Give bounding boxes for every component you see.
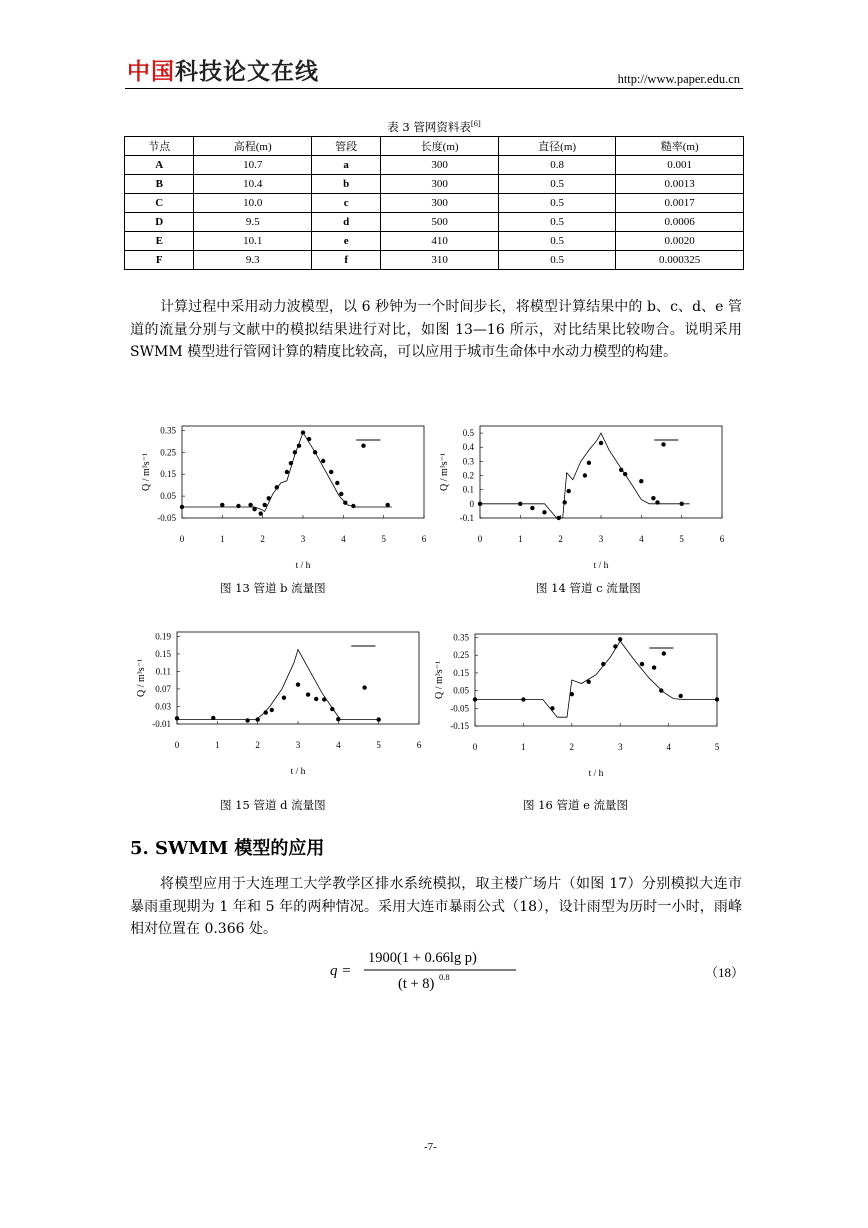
table-row <box>125 251 744 270</box>
y-axis-label: Q / m³s⁻¹ <box>136 659 147 697</box>
table-cell: 300 <box>381 175 498 194</box>
section-heading: 5. SWMM 模型的应用 <box>130 838 325 859</box>
table-cell: A <box>125 156 194 175</box>
data-point <box>601 662 605 666</box>
data-point <box>245 718 249 722</box>
data-point <box>220 503 224 507</box>
table-cell: 9.3 <box>194 251 311 270</box>
table-cell: a <box>311 156 380 175</box>
y-tick-label: -0.01 <box>152 719 171 729</box>
table-cell: E <box>125 232 194 251</box>
y-tick-label: 0.5 <box>462 428 474 439</box>
paragraph-text: 将模型应用于大连理工大学教学区排水系统模拟，取主楼广场片（如图 17）分别模拟大连市暴雨重现期为 1 年和 5 年的两种情况。采用大连市暴雨公式（18），设计雨型为历时一小时，雨峰相对位置在 0.366 处。 <box>130 876 742 937</box>
table-header-cell: 节点 <box>125 137 194 156</box>
rainstorm-equation <box>330 946 550 992</box>
figure-13-chart <box>130 418 440 578</box>
data-point <box>652 665 656 669</box>
table-cell: 310 <box>381 251 498 270</box>
table-cell: 10.0 <box>194 194 311 213</box>
data-point <box>285 470 289 474</box>
table-cell: B <box>125 175 194 194</box>
logo-red-text: 中国 <box>127 59 175 85</box>
header-rule <box>125 88 743 89</box>
table-cell: 0.0013 <box>616 175 744 194</box>
figure-13-caption: 图 13 管道 b 流量图 <box>220 581 326 595</box>
table-row <box>125 194 744 213</box>
data-point <box>322 697 326 701</box>
data-point <box>557 516 561 520</box>
data-point <box>270 708 274 712</box>
data-point <box>297 444 301 448</box>
series-line <box>475 641 717 717</box>
x-tick-label: 0 <box>472 742 478 752</box>
series-line <box>177 650 379 720</box>
y-tick-label: -0.05 <box>450 703 469 714</box>
data-point <box>361 444 365 448</box>
table-cell: 0.8 <box>498 156 615 175</box>
equation-number: （18） <box>705 965 745 980</box>
table-row <box>125 213 744 232</box>
data-point <box>587 461 591 465</box>
y-tick-label: 0.2 <box>462 470 474 481</box>
x-tick-label: 5 <box>714 742 720 752</box>
y-tick-label: 0 <box>469 498 474 509</box>
table-caption <box>125 119 743 135</box>
plot-frame <box>480 426 722 518</box>
table-header-cell: 直径(m) <box>498 137 615 156</box>
y-tick-label: 0.25 <box>453 650 469 661</box>
table-row <box>125 175 744 194</box>
y-axis-label: Q / m³s⁻¹ <box>434 661 445 699</box>
data-point <box>583 473 587 477</box>
header-url[interactable]: http://www.paper.edu.cn <box>617 72 740 86</box>
y-tick-label: -0.15 <box>450 721 469 731</box>
x-tick-label: 6 <box>416 740 422 750</box>
figure-16-chart <box>423 626 733 786</box>
table-row <box>125 156 744 175</box>
x-tick-label: 2 <box>558 534 563 544</box>
plot-frame <box>177 632 419 724</box>
data-point <box>715 697 719 701</box>
table-cell: 0.5 <box>498 251 615 270</box>
data-point <box>563 500 567 504</box>
table-cell: d <box>311 213 380 232</box>
table-cell: 410 <box>381 232 498 251</box>
table-cell: 0.5 <box>498 175 615 194</box>
data-point <box>662 651 666 655</box>
x-tick-label: 4 <box>639 534 644 544</box>
table-cell: 300 <box>381 156 498 175</box>
x-tick-label: 6 <box>421 534 427 544</box>
data-point <box>267 496 271 500</box>
x-tick-label: 2 <box>569 742 575 752</box>
y-axis-label: Q / m³s⁻¹ <box>439 453 450 491</box>
x-tick-label: 2 <box>260 534 265 544</box>
table-cell: 0.0017 <box>616 194 744 213</box>
data-point <box>335 481 339 485</box>
x-tick-label: 4 <box>341 534 346 544</box>
data-point <box>623 472 627 476</box>
data-point <box>599 441 603 445</box>
table-cell: 0.0020 <box>616 232 744 251</box>
x-tick-label: 5 <box>381 534 386 544</box>
data-point <box>252 507 256 511</box>
data-point <box>550 706 554 710</box>
y-tick-label: 0.35 <box>160 425 176 436</box>
table-cell: 9.5 <box>194 213 311 232</box>
table-cell: c <box>311 194 380 213</box>
x-tick-label: 0 <box>477 534 483 544</box>
y-axis-label: Q / m³s⁻¹ <box>141 453 152 491</box>
table-cell: 0.5 <box>498 194 615 213</box>
table-cell: D <box>125 213 194 232</box>
data-point <box>619 468 623 472</box>
data-point <box>307 437 311 441</box>
equation-exponent: 0.8 <box>439 972 450 982</box>
plot-frame <box>475 634 717 726</box>
x-tick-label: 6 <box>719 534 725 544</box>
x-axis-label: t / h <box>593 561 609 571</box>
figure-14-caption: 图 14 管道 c 流量图 <box>536 581 641 595</box>
y-tick-label: 0.05 <box>160 491 176 502</box>
data-point <box>655 500 659 504</box>
equation-numerator: 1900(1 + 0.66lg p) <box>368 950 477 966</box>
pipe-network-table <box>124 136 744 270</box>
data-point <box>567 489 571 493</box>
equation-lhs: q = <box>330 963 352 979</box>
data-point <box>651 496 655 500</box>
data-point <box>321 459 325 463</box>
table-header-cell: 管段 <box>311 137 380 156</box>
data-point <box>530 506 534 510</box>
data-point <box>386 503 390 507</box>
paragraph-text: 计算过程中采用动力波模型，以 6 秒钟为一个时间步长，将模型计算结果中的 b、c、d、e 管道的流量分别与文献中的模拟结果进行对比，如图 13—16 所示，对比结果比较吻合。说明采用 SWMM 模型进行管网计算的精度比较高，可以应用于城市生命体中水动力模型的构建。 <box>130 299 742 360</box>
data-point <box>659 688 663 692</box>
y-tick-label: -0.1 <box>459 513 474 523</box>
data-point <box>263 503 267 507</box>
x-tick-label: 3 <box>617 742 623 752</box>
table-cell: C <box>125 194 194 213</box>
data-point <box>293 450 297 454</box>
data-point <box>175 716 179 720</box>
table-cell: 0.000325 <box>616 251 744 270</box>
table-caption-text: 表 3 管网资料表 <box>387 120 471 134</box>
x-axis-label: t / h <box>588 769 604 779</box>
data-point <box>680 502 684 506</box>
figure-14-chart <box>428 418 738 578</box>
y-tick-label: 0.07 <box>155 683 171 694</box>
logo-dark-text: 科技论文在线 <box>175 59 319 85</box>
data-point <box>521 697 525 701</box>
y-tick-label: 0.4 <box>462 442 474 453</box>
data-point <box>264 710 268 714</box>
x-tick-label: 1 <box>220 534 225 544</box>
data-point <box>613 644 617 648</box>
table-cell: 0.5 <box>498 213 615 232</box>
x-tick-label: 4 <box>666 742 671 752</box>
data-point <box>282 696 286 700</box>
data-point <box>339 492 343 496</box>
y-tick-label: 0.25 <box>160 447 176 458</box>
data-point <box>275 485 279 489</box>
data-point <box>296 682 300 686</box>
y-tick-label: 0.15 <box>160 469 176 480</box>
table-header-cell: 糙率(m) <box>616 137 744 156</box>
data-point <box>362 685 366 689</box>
table-cell: 10.4 <box>194 175 311 194</box>
data-point <box>570 692 574 696</box>
data-point <box>248 503 252 507</box>
y-tick-label: 0.35 <box>453 632 469 643</box>
x-axis-label: t / h <box>290 767 306 777</box>
data-point <box>330 707 334 711</box>
x-tick-label: 1 <box>521 742 526 752</box>
body-paragraph-1 <box>130 296 742 364</box>
data-point <box>473 697 477 701</box>
data-point <box>542 510 546 514</box>
figure-15-chart <box>125 624 435 784</box>
x-tick-label: 1 <box>518 534 523 544</box>
table-cell: F <box>125 251 194 270</box>
x-tick-label: 4 <box>336 740 341 750</box>
table-cell: b <box>311 175 380 194</box>
table-cell: 300 <box>381 194 498 213</box>
table-row <box>125 232 744 251</box>
x-tick-label: 3 <box>295 740 301 750</box>
data-point <box>478 502 482 506</box>
data-point <box>343 501 347 505</box>
data-point <box>661 442 665 446</box>
table-cell: 0.5 <box>498 232 615 251</box>
x-tick-label: 0 <box>174 740 180 750</box>
table-cell: 10.7 <box>194 156 311 175</box>
page-number: -7- <box>424 1141 437 1153</box>
y-tick-label: 0.19 <box>155 631 171 642</box>
y-tick-label: 0.05 <box>453 685 469 696</box>
table-cell: f <box>311 251 380 270</box>
table-cell: 0.001 <box>616 156 744 175</box>
data-point <box>306 692 310 696</box>
x-tick-label: 3 <box>598 534 604 544</box>
equation-denominator: (t + 8) <box>398 976 435 992</box>
y-tick-label: 0.15 <box>453 667 469 678</box>
data-point <box>377 717 381 721</box>
data-point <box>314 697 318 701</box>
y-tick-label: 0.15 <box>155 648 171 659</box>
data-point <box>351 504 355 508</box>
data-point <box>639 479 643 483</box>
data-point <box>679 694 683 698</box>
table-caption-ref: [6] <box>470 120 481 129</box>
x-tick-label: 5 <box>376 740 381 750</box>
data-point <box>236 504 240 508</box>
table-cell: 0.0006 <box>616 213 744 232</box>
table-cell: 500 <box>381 213 498 232</box>
site-logo <box>127 58 319 86</box>
table-cell: 10.1 <box>194 232 311 251</box>
y-tick-label: 0.3 <box>462 456 474 467</box>
data-point <box>256 717 260 721</box>
data-point <box>259 511 263 515</box>
x-tick-label: 2 <box>255 740 260 750</box>
table-header-cell: 高程(m) <box>194 137 311 156</box>
y-tick-label: 0.03 <box>155 701 171 712</box>
y-tick-label: 0.11 <box>155 666 171 677</box>
x-tick-label: 1 <box>215 740 220 750</box>
body-paragraph-2 <box>130 873 742 941</box>
y-tick-label: -0.05 <box>157 513 176 523</box>
table-header-cell: 长度(m) <box>381 137 498 156</box>
data-point <box>313 450 317 454</box>
data-point <box>336 717 340 721</box>
figure-15-caption: 图 15 管道 d 流量图 <box>220 798 326 812</box>
data-point <box>518 502 522 506</box>
table-cell: e <box>311 232 380 251</box>
data-point <box>211 716 215 720</box>
figure-16-caption: 图 16 管道 e 流量图 <box>523 798 629 812</box>
data-point <box>289 461 293 465</box>
data-point <box>640 662 644 666</box>
y-tick-label: 0.1 <box>462 484 474 495</box>
data-point <box>329 470 333 474</box>
x-tick-label: 5 <box>679 534 684 544</box>
table-header-row <box>125 137 744 156</box>
x-axis-label: t / h <box>295 561 311 571</box>
x-tick-label: 0 <box>179 534 185 544</box>
data-point <box>301 430 305 434</box>
data-point <box>618 637 622 641</box>
data-point <box>587 680 591 684</box>
x-tick-label: 3 <box>300 534 306 544</box>
data-point <box>180 505 184 509</box>
